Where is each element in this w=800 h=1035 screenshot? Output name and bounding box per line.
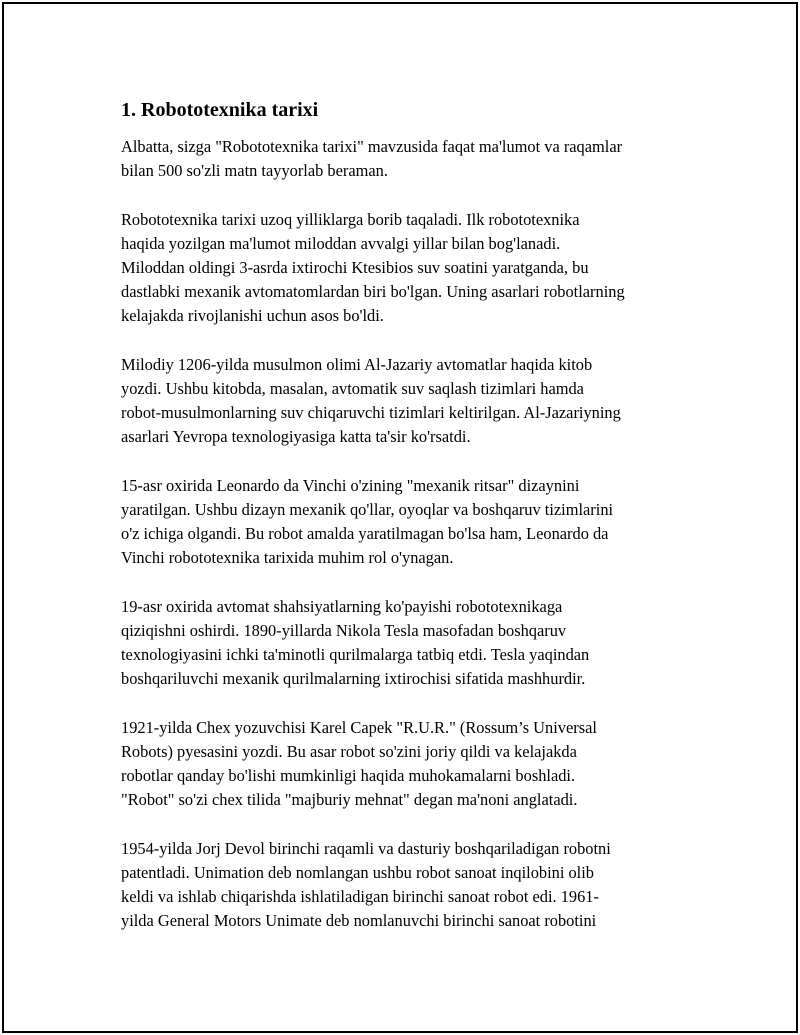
document-heading: 1. Robototexnika tarixi xyxy=(121,99,319,121)
text-line: haqida yozilgan ma'lumot miloddan avvalgi yillar bilan bog'lanadi. xyxy=(121,233,561,253)
paragraph-tesla xyxy=(121,595,701,692)
text-line: texnologiyasini ichki ta'minotli qurilmalarga tatbiq etdi. Tesla yaqindan xyxy=(121,645,590,665)
text-line: asarlari Yevropa texnologiyasiga katta ta'sir ko'rsatdi. xyxy=(121,427,471,447)
text-line: "Robot" so'zi chex tilida "majburiy mehnat" degan ma'noni anglatadi. xyxy=(121,790,578,810)
text-line: kelajakda rivojlanishi uchun asos bo'ldi. xyxy=(121,306,384,326)
text-line: o'z ichiga olgandi. Bu robot amalda yaratilmagan bo'lsa ham, Leonardo da xyxy=(121,524,609,544)
text-line: qiziqishni oshirdi. 1890-yillarda Nikola Tesla masofadan boshqaruv xyxy=(121,621,567,640)
text-line: boshqariluvchi mexanik qurilmalarning ixtirochisi sifatida mashhurdir. xyxy=(121,669,586,689)
text-line: patentladi. Unimation deb nomlangan ushbu robot sanoat inqilobini olib xyxy=(121,863,594,882)
text-line: yozdi. Ushbu kitobda, masalan, avtomatik suv saqlash tizimlari hamda xyxy=(121,379,584,398)
paragraph-leonardo xyxy=(121,474,701,571)
paragraph-devol xyxy=(121,837,701,934)
text-line: robot-musulmonlarning suv chiqaruvchi tizimlari keltirilgan. Al-Jazariyning xyxy=(121,403,621,423)
text-line: 15-asr oxirida Leonardo da Vinchi o'zining "mexanik ritsar" dizaynini xyxy=(121,475,580,495)
document-content xyxy=(121,97,701,958)
text-line: robotlar qanday bo'lishi mumkinligi haqida muhokamalarni boshladi. xyxy=(121,766,576,786)
text-line: Robototexnika tarixi uzoq yilliklarga borib taqaladi. Ilk robototexnika xyxy=(121,209,580,229)
text-line: 1921-yilda Chex yozuvchisi Karel Capek "R.U.R." (Rossum’s Universal xyxy=(121,717,597,737)
text-line: Vinchi robototexnika tarixida muhim rol o'ynagan. xyxy=(121,548,454,568)
text-line: dastlabki mexanik avtomatomlardan biri bo'lgan. Uning asarlari robotlarning xyxy=(121,282,625,302)
paragraph-al-jazari xyxy=(121,353,701,450)
text-line: 19-asr oxirida avtomat shahsiyatlarning ko'payishi robototexnikaga xyxy=(121,596,563,616)
paragraph-intro xyxy=(121,135,701,183)
page-frame xyxy=(2,2,798,1033)
text-line: bilan 500 so'zli matn tayyorlab beraman. xyxy=(121,161,388,181)
text-line: Miloddan oldingi 3-asrda ixtirochi Ktesibios suv soatini yaratganda, bu xyxy=(121,258,589,277)
text-line: yaratilgan. Ushbu dizayn mexanik qo'llar, oyoqlar va boshqaruv tizimlarini xyxy=(121,500,614,519)
paragraph-ancient xyxy=(121,208,701,329)
text-line: keldi va ishlab chiqarishda ishlatiladigan birinchi sanoat robot edi. 1961- xyxy=(121,887,599,907)
paragraph-capek xyxy=(121,716,701,813)
text-line: yilda General Motors Unimate deb nomlanuvchi birinchi sanoat robotini xyxy=(121,911,597,931)
text-line: Albatta, sizga "Robototexnika tarixi" mavzusida faqat ma'lumot va raqamlar xyxy=(121,137,623,156)
text-line: 1954-yilda Jorj Devol birinchi raqamli va dasturiy boshqariladigan robotni xyxy=(121,838,611,858)
text-line: Milodiy 1206-yilda musulmon olimi Al-Jazariy avtomatlar haqida kitob xyxy=(121,354,593,374)
text-line: Robots) pyesasini yozdi. Bu asar robot so'zini joriy qildi va kelajakda xyxy=(121,742,577,761)
